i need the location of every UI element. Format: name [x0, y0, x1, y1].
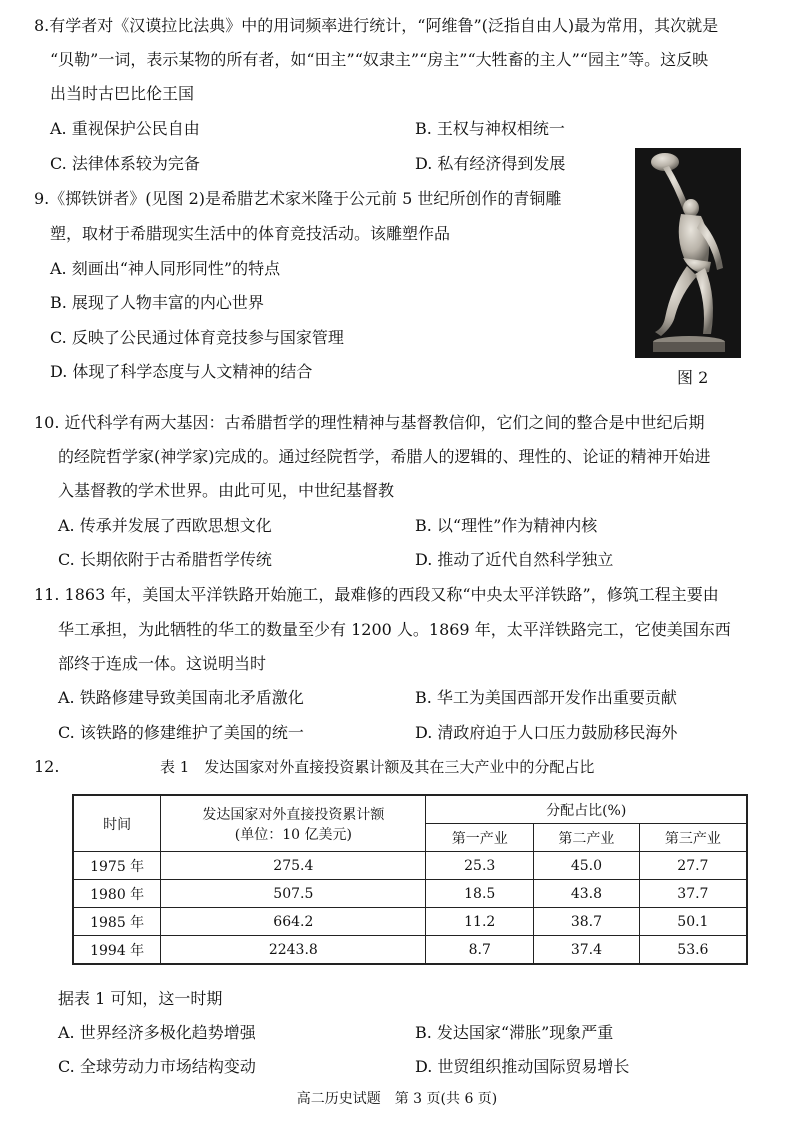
cell-amount: 275.4 [161, 852, 426, 880]
q10-stem-line-2: 的经院哲学家(神学家)完成的。通过经院哲学，希腊人的逻辑的、理性的、论证的精神开始进 [58, 447, 711, 466]
table-row [73, 852, 747, 880]
q11-option-a[interactable]: A. 铁路修建导致美国南北矛盾激化 [58, 688, 304, 707]
q11-option-c[interactable]: C. 该铁路的修建维护了美国的统一 [58, 723, 304, 742]
q11-option-d[interactable]: D. 清政府迫于人口压力鼓励移民海外 [415, 723, 678, 742]
q10-option-d[interactable]: D. 推动了近代自然科学独立 [415, 550, 614, 569]
cell-tertiary: 27.7 [639, 852, 747, 880]
cell-secondary: 45.0 [534, 852, 640, 880]
q9-option-d[interactable]: D. 体现了科学态度与人文精神的结合 [50, 362, 313, 381]
q10-option-b[interactable]: B. 以“理性”作为精神内核 [415, 516, 598, 535]
cell-tertiary: 50.1 [639, 908, 747, 936]
q10-stem-line-3: 入基督教的学术世界。由此可见，中世纪基督教 [58, 481, 395, 500]
q9-option-a[interactable]: A. 刻画出“神人同形同性”的特点 [50, 259, 281, 278]
q8-option-d[interactable]: D. 私有经济得到发展 [415, 154, 566, 173]
q12-option-d[interactable]: D. 世贸组织推动国际贸易增长 [415, 1057, 630, 1076]
q9-stem-line-1: 9.《掷铁饼者》(见图 2)是希腊艺术家米隆于公元前 5 世纪所创作的青铜雕 [34, 189, 562, 208]
q8-option-c[interactable]: C. 法律体系较为完备 [50, 154, 200, 173]
header-amount [161, 795, 426, 852]
cell-amount: 664.2 [161, 908, 426, 936]
cell-amount: 2243.8 [161, 936, 426, 965]
q8-stem-line-1: 8.有学者对《汉谟拉比法典》中的用词频率进行统计，“阿维鲁”(泛指自由人)最为常用，其次就是 [34, 16, 719, 35]
cell-year: 1980 年 [73, 880, 161, 908]
page-footer: 高二历史试题 第 3 页(共 6 页) [296, 1091, 498, 1107]
header-share: 分配占比(%) [426, 795, 747, 824]
cell-primary: 25.3 [426, 852, 534, 880]
table-row [73, 908, 747, 936]
cell-primary: 8.7 [426, 936, 534, 965]
q8-option-b[interactable]: B. 王权与神权相统一 [415, 119, 565, 138]
table-row [73, 880, 747, 908]
figure-2-caption: 图 2 [677, 368, 709, 387]
cell-amount: 507.5 [161, 880, 426, 908]
q12-number: 12. [34, 757, 60, 776]
cell-primary: 11.2 [426, 908, 534, 936]
q8-option-a[interactable]: A. 重视保护公民自由 [50, 119, 200, 138]
header-secondary: 第二产业 [534, 824, 640, 852]
header-tertiary: 第三产业 [639, 824, 747, 852]
q12-option-c[interactable]: C. 全球劳动力市场结构变动 [58, 1057, 256, 1076]
q10-stem-line-1: 10. 近代科学有两大基因：古希腊哲学的理性精神与基督教信仰，它们之间的整合是中世纪后期 [34, 413, 705, 432]
table-1-caption: 表 1 发达国家对外直接投资累计额及其在三大产业中的分配占比 [160, 758, 595, 776]
investment-table [72, 794, 748, 965]
q11-stem-line-3: 部终于连成一体。这说明当时 [58, 654, 267, 673]
discobolus-statue-icon [635, 148, 741, 358]
q10-option-c[interactable]: C. 长期依附于古希腊哲学传统 [58, 550, 272, 569]
q12-option-b[interactable]: B. 发达国家“滞胀”现象严重 [415, 1023, 614, 1042]
q11-option-b[interactable]: B. 华工为美国西部开发作出重要贡献 [415, 688, 677, 707]
cell-secondary: 37.4 [534, 936, 640, 965]
q11-stem-line-2: 华工承担，为此牺牲的华工的数量至少有 1200 人。1869 年，太平洋铁路完工，它使美国东西 [58, 620, 731, 639]
cell-secondary: 43.8 [534, 880, 640, 908]
q10-option-a[interactable]: A. 传承并发展了西欧思想文化 [58, 516, 272, 535]
q9-option-b[interactable]: B. 展现了人物丰富的内心世界 [50, 293, 264, 312]
header-time: 时间 [73, 795, 161, 852]
table-row [73, 936, 747, 965]
q11-stem-line-1: 11. 1863 年，美国太平洋铁路开始施工，最难修的西段又称“中央太平洋铁路”，修筑工程主要由 [34, 585, 719, 604]
cell-tertiary: 37.7 [639, 880, 747, 908]
cell-year: 1985 年 [73, 908, 161, 936]
header-amount-line-1: 发达国家对外直接投资累计额 [202, 806, 385, 823]
discobolus-statue-image [635, 148, 741, 358]
q12-option-a[interactable]: A. 世界经济多极化趋势增强 [58, 1023, 256, 1042]
cell-primary: 18.5 [426, 880, 534, 908]
cell-year: 1975 年 [73, 852, 161, 880]
q8-stem-line-2: “贝勒”一词，表示某物的所有者，如“田主”“奴隶主”“房主”“大牲畜的主人”“园主”等。这反映 [50, 50, 709, 69]
cell-year: 1994 年 [73, 936, 161, 965]
header-primary: 第一产业 [426, 824, 534, 852]
cell-tertiary: 53.6 [639, 936, 747, 965]
q12-stem: 据表 1 可知，这一时期 [58, 989, 223, 1008]
cell-secondary: 38.7 [534, 908, 640, 936]
header-amount-line-2: (单位：10 亿美元) [234, 826, 352, 843]
q9-stem-line-2: 塑，取材于希腊现实生活中的体育竞技活动。该雕塑作品 [50, 224, 451, 243]
q8-stem-line-3: 出当时古巴比伦王国 [50, 84, 195, 103]
q9-option-c[interactable]: C. 反映了公民通过体育竞技参与国家管理 [50, 328, 344, 347]
